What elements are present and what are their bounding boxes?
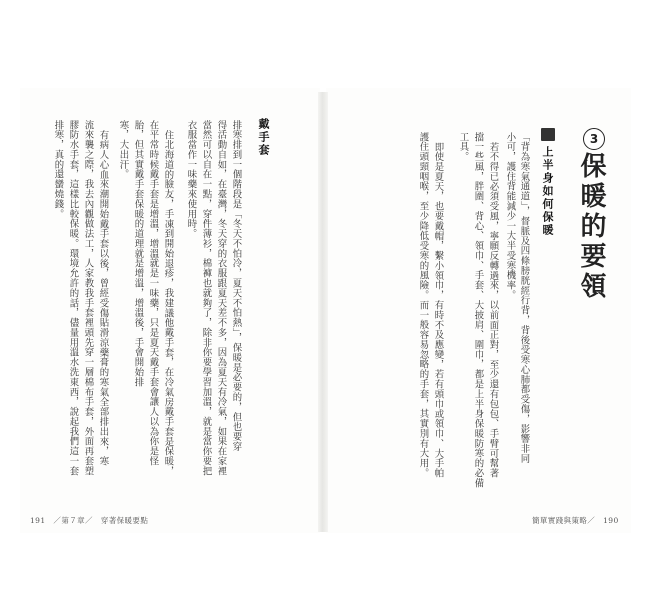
section-heading-gloves: 戴手套 [257,118,270,157]
left-text-line-10: 流來襲之際，我去內觀做法工，人家教我手套裡頭先穿一層棉布手套，外面再套塑 [82,120,94,477]
right-text-line-3: 若不得已必須受風，寧願反轉過來，以前面正對，至少還有包包、手臂可幫著 [487,142,499,479]
left-text-line-11: 膠防水手套，這樣比較保暖。環境允許的話，儘量用溫水洗東西，說起我們這一套 [67,120,79,477]
left-text-line-5: 住北海道的臉友，手凍到開始退疹，我建議他戴手套，在冷氣房戴手套是保暖， [162,130,174,477]
chapter-title: 保暖的要領 [576,152,606,302]
right-text-line-5: 工具。 [457,132,469,162]
section-heading-upper-body: 上半身如何保暖 [541,146,554,237]
right-text-line-2: 小可，護住背能減少一大半受寒機率。 [504,132,516,301]
left-text-line-3: 當然可以自在一點，穿件薄衫，棉褲也就夠了，除非你要學習加溫，就是當你要把 [200,120,212,477]
left-text-line-6: 在平常時候戴手套是增溫，增溫就是一味藥，只是夏天戴手套會讓人以為你是怪 [147,120,159,467]
left-text-line-7: 胎，但其實戴手套保暖的道理就是增溫，增溫後，手會開始排 [132,120,144,388]
right-page-footer: 簡單實踐與策略／ 190 [532,516,619,525]
right-text-line-6: 即使是夏天，也要戴帽，繫小領巾，有時不及應變，若有頭巾或領巾、大手帕 [432,142,444,479]
left-text-line-9: 有病人心血來潮開始戴手套以後，曾經受傷貼滑涼藥膏的寒氣全部排出來，寒 [97,130,109,467]
left-text-line-12: 排寒，真的還蠻燒錢。 [52,120,64,219]
left-text-line-4: 衣服當作一味藥來使用時。 [185,120,197,239]
book-gutter [318,92,328,532]
chapter-number-badge: 3 [583,128,605,150]
left-text-line-8: 寒，大出汗。 [117,120,129,180]
right-text-line-4: 擋一些風，胖圍、背心、領巾、手套、大披肩、圍巾，都是上半身保暖防寒的必備 [472,132,484,489]
section-marker-icon [541,128,555,141]
right-text-line-1: 「背為寒氣通道」，督脈及四條膀胱經行背，背後受寒心肺都受傷，影響非同 [518,132,530,464]
left-page-footer: 191 ／第７章／ 穿著保暖要點 [30,516,149,525]
right-text-line-7: 護住頭頸咽喉，至少降低受寒的風險。而一般容易忽略的手套，其實別有大用。 [417,132,429,479]
left-text-line-1: 排寒排到一個階段是「冬天不怕冷，夏天不怕熱」，保暖是必要的，但也要穿 [230,120,242,452]
left-text-line-2: 得活動自如，在臺灣，冬天穿的衣服跟夏天差不多，因為夏天有冷氣，如果在家裡 [215,120,227,477]
